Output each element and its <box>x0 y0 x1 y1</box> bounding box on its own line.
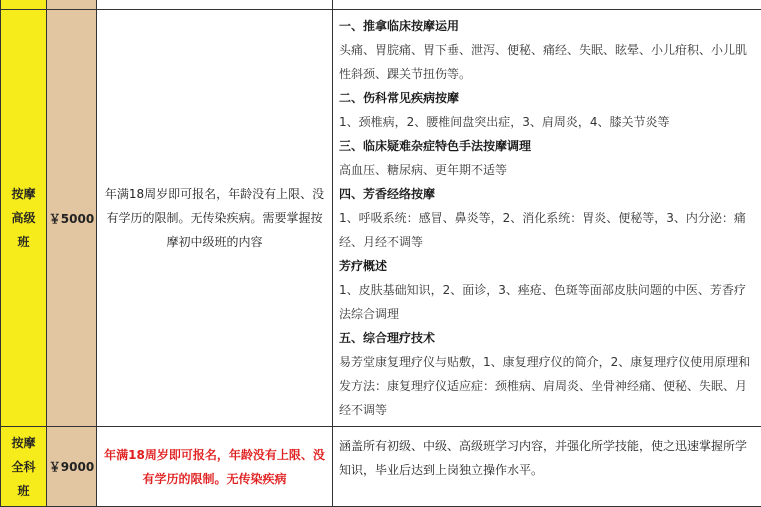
requirements-full: 年满18周岁即可报名，年龄没有上限、没有学历的限制。无传染疾病 <box>97 427 333 507</box>
table-row-advanced <box>1 10 761 427</box>
name-cell-top <box>1 0 47 10</box>
section-heading: 一、推拿临床按摩运用 <box>339 14 755 38</box>
content-cell-top <box>333 0 761 10</box>
price-advanced: ￥5000 <box>47 10 97 427</box>
price-cell-top <box>47 0 97 10</box>
class-name-line: 班 <box>1 230 46 254</box>
section-text: 头痛、胃脘痛、胃下垂、泄泻、便秘、痛经、失眠、眩晕、小儿疳积、小儿肌性斜颈、踝关节扭伤等。 <box>339 38 755 86</box>
class-name-line: 按摩 <box>1 182 46 206</box>
class-name-line: 班 <box>1 479 46 503</box>
section-text: 易芳堂康复理疗仪与贴敷，1、康复理疗仪的简介，2、康复理疗仪使用原理和发方法：康复理疗仪适应症：颈椎病、肩周炎、坐骨神经痛、便秘、失眠、月经不调等 <box>339 350 755 422</box>
section-text: 1、呼吸系统：感冒、鼻炎等，2、消化系统：胃炎、便秘等，3、内分泌：痛经、月经不调等 <box>339 206 755 254</box>
price-full: ￥9000 <box>47 427 97 507</box>
table-row-full <box>1 427 761 507</box>
requirements-advanced: 年满18周岁即可报名，年龄没有上限、没有学历的限制。无传染疾病。需要掌握按摩初中级班的内容 <box>97 10 333 427</box>
section-heading: 芳疗概述 <box>339 254 755 278</box>
section-heading: 五、综合理疗技术 <box>339 326 755 350</box>
class-name-line: 按摩 <box>1 431 46 455</box>
class-name-advanced <box>1 10 47 427</box>
content-advanced <box>333 10 761 427</box>
class-name-full <box>1 427 47 507</box>
table-top-row <box>1 0 761 10</box>
class-name-line: 高级 <box>1 206 46 230</box>
section-text: 1、皮肤基础知识，2、面诊，3、痤疮、色斑等面部皮肤问题的中医、芳香疗法综合调理 <box>339 278 755 326</box>
section-text: 1、颈椎病，2、腰椎间盘突出症，3、肩周炎，4、膝关节炎等 <box>339 110 755 134</box>
content-full: 涵盖所有初级、中级、高级班学习内容，并强化所学技能，使之迅速掌握所学知识，毕业后达到上岗独立操作水平。 <box>333 427 761 507</box>
req-cell-top <box>97 0 333 10</box>
section-heading: 四、芳香经络按摩 <box>339 182 755 206</box>
class-name-line: 全科 <box>1 455 46 479</box>
section-text: 高血压、糖尿病、更年期不适等 <box>339 158 755 182</box>
section-heading: 二、伤科常见疾病按摩 <box>339 86 755 110</box>
section-heading: 三、临床疑难杂症特色手法按摩调理 <box>339 134 755 158</box>
